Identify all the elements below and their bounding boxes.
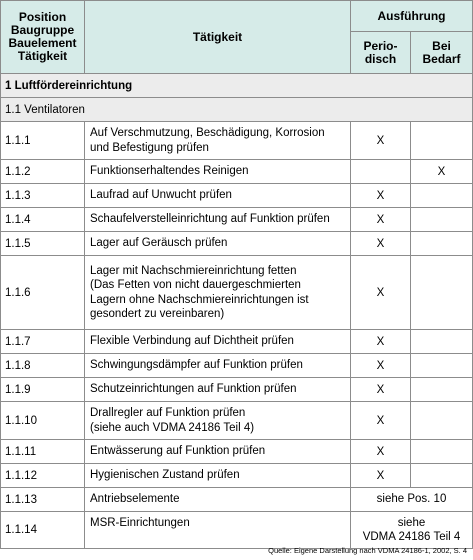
activity-cell-line: und Befestigung prüfen [90, 141, 209, 154]
on-demand-cell [411, 464, 473, 488]
on-demand-cell [411, 402, 473, 440]
position-cell: 1.1.3 [1, 184, 85, 208]
activity-cell-line: (siehe auch VDMA 24186 Teil 4) [90, 421, 255, 434]
table-row [1, 378, 473, 402]
header-on-demand-line: Bedarf [422, 51, 461, 66]
on-demand-cell [411, 378, 473, 402]
activity-cell-line: Hygienischen Zustand prüfen [90, 469, 240, 482]
periodic-cell: X [351, 330, 411, 354]
execution-merged-cell-line: siehe Pos. 10 [376, 493, 447, 506]
activity-cell [85, 184, 351, 208]
header-periodic-line: disch [364, 51, 397, 66]
table-row [1, 488, 473, 512]
execution-merged-cell-line: VDMA 24186 Teil 4 [362, 531, 461, 543]
position-cell: 1.1.13 [1, 488, 85, 512]
on-demand-cell: X [411, 160, 473, 184]
periodic-cell: X [351, 378, 411, 402]
header-on-demand-line: Bei [432, 38, 451, 53]
table-row [1, 256, 473, 330]
table-row [1, 330, 473, 354]
activity-cell-line: Funktionserhaltendes Reinigen [90, 165, 249, 178]
table-row [1, 184, 473, 208]
table-row [1, 122, 473, 160]
table-row [1, 440, 473, 464]
position-cell: 1.1.9 [1, 378, 85, 402]
activity-cell: MSR-Einrichtungen [85, 512, 351, 549]
activity-cell [85, 354, 351, 378]
header-periodic [351, 32, 411, 74]
header-on-demand [411, 32, 473, 74]
activity-cell [85, 440, 351, 464]
position-cell: 1.1.14 [1, 512, 85, 549]
table-row [1, 354, 473, 378]
execution-merged-cell [351, 512, 473, 549]
activity-cell-line: Lager auf Geräusch prüfen [90, 237, 228, 250]
activity-cell-line: Schaufelverstelleinrichtung auf Funktion prüfen [90, 213, 330, 226]
subsection-title: 1.1 Ventilatoren [1, 98, 473, 122]
activity-cell [85, 464, 351, 488]
header-position-line: Tätigkeit [17, 49, 68, 63]
table-row [1, 512, 473, 549]
on-demand-cell [411, 440, 473, 464]
activity-cell-line: Lagern ohne Nachschmiereinrichtungen ist [90, 293, 309, 306]
position-cell: 1.1.1 [1, 122, 85, 160]
activity-cell: Antriebselemente [85, 488, 351, 512]
on-demand-cell [411, 232, 473, 256]
position-cell: 1.1.5 [1, 232, 85, 256]
activity-cell [85, 122, 351, 160]
activity-cell [85, 160, 351, 184]
periodic-cell: X [351, 184, 411, 208]
activity-cell [85, 256, 351, 330]
activity-cell [85, 232, 351, 256]
table-row [1, 160, 473, 184]
periodic-cell [351, 160, 411, 184]
execution-merged-cell-line: siehe [397, 516, 426, 529]
position-cell: 1.1.11 [1, 440, 85, 464]
header-activity: Tätigkeit [85, 1, 351, 74]
table-row [1, 232, 473, 256]
activity-cell [85, 330, 351, 354]
periodic-cell: X [351, 232, 411, 256]
table-row [1, 402, 473, 440]
activity-cell-line: Drallregler auf Funktion prüfen [90, 407, 246, 419]
activity-cell-line: Lager mit Nachschmiereinrichtung fetten [90, 264, 297, 277]
header-position-line: Baugruppe [10, 23, 75, 37]
on-demand-cell [411, 256, 473, 330]
section-title: 1 Luftfördereinrichtung [1, 74, 473, 98]
header-execution: Ausführung [351, 1, 473, 32]
table-row [1, 208, 473, 232]
periodic-cell: X [351, 208, 411, 232]
activity-cell-line: Flexible Verbindung auf Dichtheit prüfen [90, 335, 294, 348]
periodic-cell: X [351, 122, 411, 160]
position-cell: 1.1.10 [1, 402, 85, 440]
activity-cell-line: Schwingungsdämpfer auf Funktion prüfen [90, 359, 303, 372]
activity-cell-line: gesondert zu vereinbaren) [90, 308, 225, 320]
position-cell: 1.1.7 [1, 330, 85, 354]
position-cell: 1.1.6 [1, 256, 85, 330]
header-position-line: Bauelement [8, 36, 77, 50]
on-demand-cell [411, 354, 473, 378]
header-periodic-line: Perio- [363, 38, 398, 53]
on-demand-cell [411, 330, 473, 354]
activity-cell-line: (Das Fetten von nicht dauergeschmierten [90, 279, 301, 291]
activity-cell-line: Auf Verschmutzung, Beschädigung, Korrosion [90, 127, 325, 139]
position-cell: 1.1.2 [1, 160, 85, 184]
source-note: Quelle: Eigene Darstellung nach VDMA 24186-1, 2002, S. 4 [268, 546, 467, 555]
activity-cell-line: Entwässerung auf Funktion prüfen [90, 445, 266, 458]
on-demand-cell [411, 208, 473, 232]
periodic-cell: X [351, 256, 411, 330]
position-cell: 1.1.12 [1, 464, 85, 488]
activity-cell [85, 208, 351, 232]
on-demand-cell [411, 122, 473, 160]
header-position [1, 1, 85, 74]
on-demand-cell [411, 184, 473, 208]
table-row [1, 464, 473, 488]
periodic-cell: X [351, 402, 411, 440]
activity-cell [85, 378, 351, 402]
periodic-cell: X [351, 440, 411, 464]
activity-cell-line: Schutzeinrichtungen auf Funktion prüfen [90, 383, 297, 396]
periodic-cell: X [351, 464, 411, 488]
execution-merged-cell [351, 488, 473, 512]
periodic-cell: X [351, 354, 411, 378]
position-cell: 1.1.4 [1, 208, 85, 232]
header-position-line: Position [18, 10, 67, 24]
position-cell: 1.1.8 [1, 354, 85, 378]
activity-cell [85, 402, 351, 440]
activity-cell-line: Laufrad auf Unwucht prüfen [90, 189, 232, 202]
